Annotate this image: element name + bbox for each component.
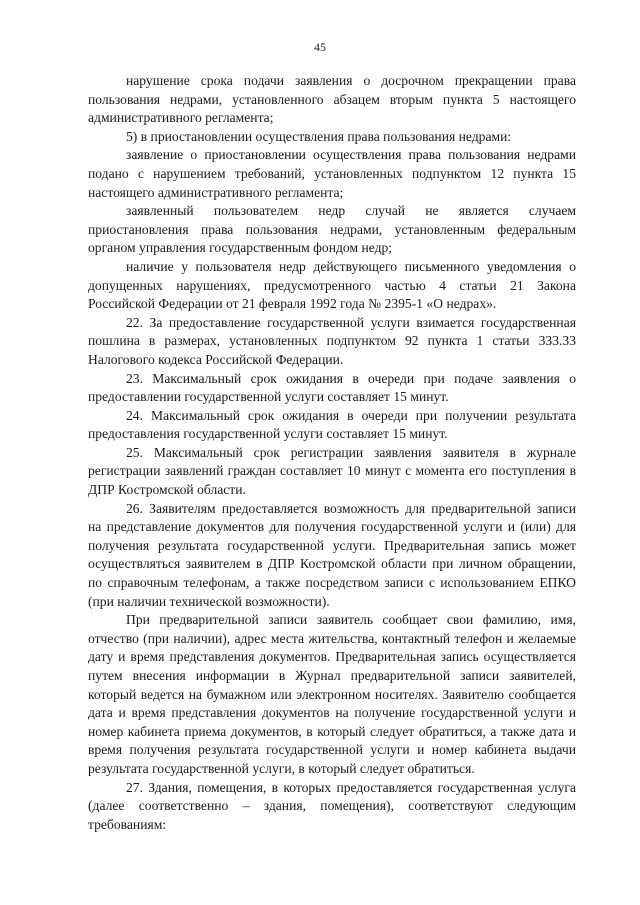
paragraph-written-notice: наличие у пользователя недр действующего письменного уведомления о допущенных нарушениях, предусмотренного частью 4 статьи 21 Закона Российской Федерации от 21 февраля 1992 года № 2395-1 «О недрах». [88, 258, 576, 312]
paragraph-item-5: 5) в приостановлении осуществления права пользования недрами: [126, 128, 512, 144]
page-number: 45 [314, 40, 326, 54]
document-body [88, 72, 576, 834]
paragraph-declared-case: заявленный пользователем недр случай не является случаем приостановления права пользования недрами, установленным федеральным органом управления государственным фондом недр; [88, 203, 576, 256]
paragraph-25-registration: 25. Максимальный срок регистрации заявления заявителя в журнале регистрации заявлений граждан составляет 10 минут с момента его поступления в ДПР Костромской области. [88, 444, 576, 498]
paragraph-violation-deadline: нарушение срока подачи заявления о досрочном прекращении права пользования недрами, установленного абзацем вторым пункта 5 настоящего административного регламента; [88, 73, 576, 126]
paragraph-27-buildings: 27. Здания, помещения, в которых предоставляется государственная услуга (далее соответственно – здания, помещения), соответствуют следующим требованиям: [88, 779, 576, 832]
paragraph-26-preliminary-record: 26. Заявителям предоставляется возможность для предварительной записи на представление документов для получения государственной услуги и (или) для получения результата государственной услуги. Предварительная запись может осуществляться заявителем в ДПР Костромской области при личном обращении, по справочным телефонам, а также посредством записи с использованием ЕПКО (при наличии технической возможности). [88, 500, 576, 609]
paragraph-suspension-application: заявление о приостановлении осуществления права пользования недрами подано с нарушением требований, установленных подпунктом 12 пункта 15 настоящего административного регламента; [88, 147, 576, 200]
paragraph-preliminary-record-details: При предварительной записи заявитель сообщает свои фамилию, имя, отчество (при наличии), адрес места жительства, контактный телефон и желаемые дату и время представления документов. Предварительная запись осуществляется путем внесения информации в Журнал предварительной записи заявителей, который ведется на бумажном или электронном носителях. Заявителю сообщается дата и время представления документов на получение государственной услуги и номер кабинета приема документов, в который следует обратиться, а также дата и время получения результата государственной услуги и номер кабинета выдачи результата государственной услуги, в который следует обратиться. [88, 612, 576, 776]
paragraph-24-queue-result: 24. Максимальный срок ожидания в очереди при получении результата предоставления государственной услуги составляет 15 минут. [88, 407, 576, 442]
paragraph-23-queue-submission: 23. Максимальный срок ожидания в очереди при подаче заявления о предоставлении государственной услуги составляет 15 минут. [88, 370, 576, 405]
paragraph-22-state-duty: 22. За предоставление государственной услуги взимается государственная пошлина в размерах, установленных подпунктом 92 пункта 1 статьи 333.33 Налогового кодекса Российской Федерации. [88, 314, 576, 367]
